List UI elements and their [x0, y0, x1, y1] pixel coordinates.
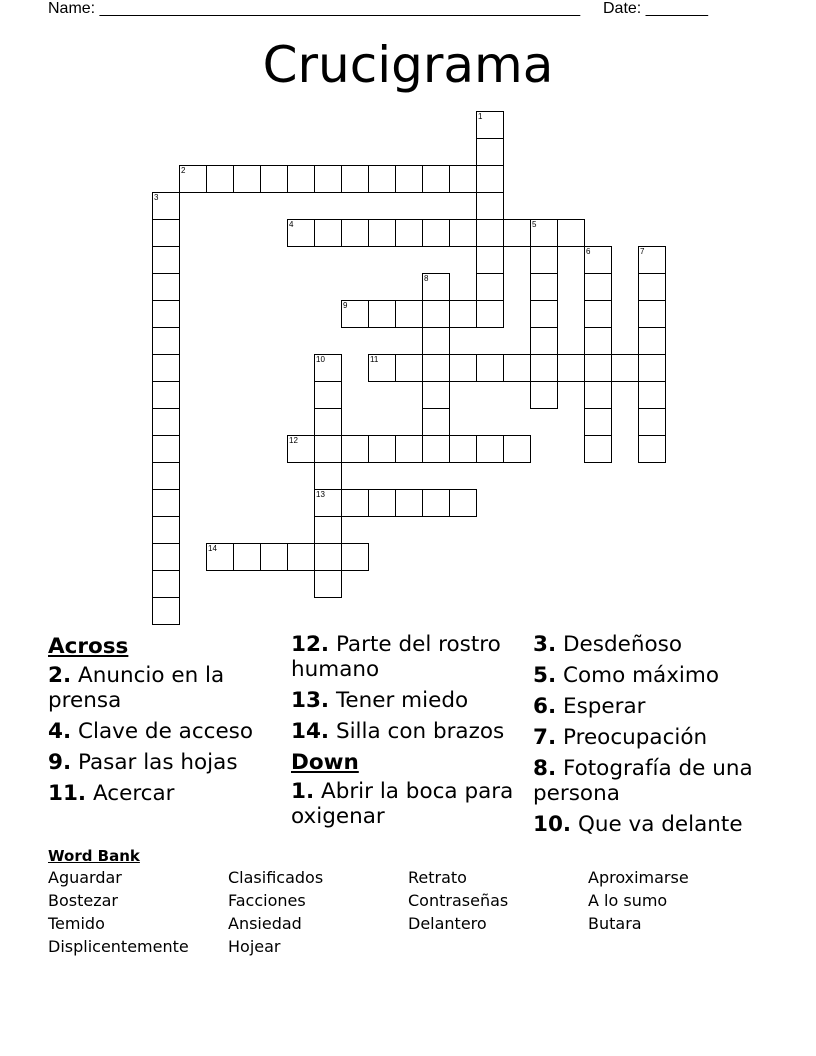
grid-cell-number: 4 [289, 220, 294, 229]
grid-cell-number: 2 [181, 166, 186, 175]
grid-cell[interactable] [585, 355, 612, 382]
grid-cell[interactable] [558, 355, 585, 382]
grid-cell-number: 13 [316, 490, 325, 499]
name-blank: ______________________________________________________ [99, 0, 581, 17]
grid-cell[interactable] [261, 166, 288, 193]
grid-cell[interactable] [369, 490, 396, 517]
grid-cell[interactable] [477, 274, 504, 301]
grid-cell[interactable] [450, 436, 477, 463]
grid-cell[interactable] [639, 328, 666, 355]
grid-cell[interactable] [396, 301, 423, 328]
grid-cell[interactable] [315, 463, 342, 490]
grid-cell[interactable] [477, 166, 504, 193]
grid-cell[interactable] [585, 328, 612, 355]
grid-cell[interactable] [369, 301, 396, 328]
grid-cell[interactable] [585, 382, 612, 409]
grid-cell[interactable] [558, 220, 585, 247]
clues-column-1 [48, 630, 280, 812]
word-bank-item: Butara [588, 914, 642, 933]
name-label: Name: [48, 0, 96, 17]
word-bank-item: Displicentemente [48, 937, 189, 956]
clue-down-5: 5. Como máximo [533, 663, 719, 688]
grid-cell[interactable] [234, 166, 261, 193]
page-title: Crucigrama [262, 36, 554, 94]
word-bank-item: Clasificados [228, 868, 324, 887]
word-bank-item: Bostezar [48, 891, 118, 910]
grid-cell[interactable] [288, 166, 315, 193]
word-bank-item: Aguardar [48, 868, 122, 887]
grid-cell[interactable] [585, 436, 612, 463]
grid-cell[interactable] [450, 166, 477, 193]
grid-cell[interactable] [315, 166, 342, 193]
word-bank-list [48, 868, 768, 957]
grid-cell[interactable] [288, 544, 315, 571]
clue-down-3: 3. Desdeñoso [533, 632, 682, 657]
grid-cell[interactable] [585, 301, 612, 328]
grid-cell[interactable] [153, 409, 180, 436]
clues-column-3 [533, 630, 768, 843]
word-bank-item: Temido [48, 914, 105, 933]
grid-cell[interactable] [315, 571, 342, 598]
grid-cell[interactable] [639, 409, 666, 436]
grid-cell[interactable] [315, 544, 342, 571]
grid-cell[interactable] [423, 328, 450, 355]
clue-across-14: 14. Silla con brazos [291, 719, 505, 744]
clue-down-6: 6. Esperar [533, 694, 646, 719]
grid-cell[interactable] [639, 355, 666, 382]
grid-cell[interactable] [153, 544, 180, 571]
grid-cell[interactable] [315, 409, 342, 436]
word-bank-item: Aproximarse [588, 868, 689, 887]
across-heading: Across [48, 634, 129, 659]
grid-cell[interactable] [153, 301, 180, 328]
grid-cell[interactable] [504, 355, 531, 382]
grid-cell[interactable] [261, 544, 288, 571]
grid-cell[interactable] [153, 220, 180, 247]
grid-cell[interactable] [450, 355, 477, 382]
grid-cell[interactable] [396, 355, 423, 382]
grid-cell-number: 1 [478, 112, 483, 121]
word-bank-title: Word Bank [48, 847, 140, 865]
clue-down-8: 8. Fotografía de una persona [533, 756, 753, 806]
clue-across-11: 11. Acercar [48, 781, 175, 806]
grid-cell-number: 9 [343, 301, 348, 310]
grid-cell[interactable] [612, 355, 639, 382]
grid-cell[interactable] [477, 139, 504, 166]
grid-cell[interactable] [423, 436, 450, 463]
grid-cell[interactable] [477, 436, 504, 463]
grid-cell[interactable] [396, 436, 423, 463]
grid-cell[interactable] [342, 490, 369, 517]
grid-cell[interactable] [531, 355, 558, 382]
clues-column-2 [291, 630, 526, 835]
grid-cell[interactable] [531, 274, 558, 301]
grid-cell-number: 11 [370, 355, 379, 364]
grid-cell[interactable] [342, 166, 369, 193]
grid-cell[interactable] [153, 436, 180, 463]
grid-cell[interactable] [639, 274, 666, 301]
grid-cell[interactable] [342, 544, 369, 571]
down-heading: Down [291, 750, 359, 775]
date-blank: _______ [645, 0, 708, 17]
grid-cell[interactable] [396, 166, 423, 193]
grid-cell[interactable] [396, 220, 423, 247]
grid-cell[interactable] [531, 382, 558, 409]
clue-across-4: 4. Clave de acceso [48, 719, 254, 744]
grid-cell[interactable] [423, 490, 450, 517]
grid-cell[interactable] [153, 247, 180, 274]
word-bank [48, 846, 768, 957]
grid-cell[interactable] [423, 382, 450, 409]
grid-cell[interactable] [315, 517, 342, 544]
grid-cell[interactable] [315, 220, 342, 247]
grid-cell[interactable] [369, 220, 396, 247]
word-bank-item: A lo sumo [588, 891, 668, 910]
clue-across-9: 9. Pasar las hojas [48, 750, 238, 775]
grid-cell[interactable] [531, 247, 558, 274]
grid-cell[interactable] [315, 436, 342, 463]
word-bank-item: Hojear [228, 937, 281, 956]
grid-cell[interactable] [531, 301, 558, 328]
grid-cell[interactable] [423, 220, 450, 247]
grid-cell[interactable] [639, 301, 666, 328]
grid-cell[interactable] [153, 463, 180, 490]
grid-cell[interactable] [207, 166, 234, 193]
grid-cell-number: 6 [586, 247, 591, 256]
grid-cell[interactable] [396, 490, 423, 517]
grid-cell[interactable] [585, 274, 612, 301]
date-label: Date: [603, 0, 642, 17]
grid-cell[interactable] [153, 328, 180, 355]
grid-cell[interactable] [153, 571, 180, 598]
word-bank-item: Contraseñas [408, 891, 509, 910]
clue-down-10: 10. Que va delante [533, 812, 743, 837]
clue-across-2: 2. Anuncio en la prensa [48, 663, 225, 713]
grid-cell[interactable] [477, 355, 504, 382]
grid-cell[interactable] [153, 382, 180, 409]
grid-cell[interactable] [639, 436, 666, 463]
clue-down-1: 1. Abrir la boca para oxigenar [291, 779, 514, 829]
grid-cell[interactable] [477, 193, 504, 220]
grid-cell[interactable] [153, 274, 180, 301]
grid-cell[interactable] [450, 220, 477, 247]
grid-cell-number: 5 [532, 220, 537, 229]
grid-cell[interactable] [423, 355, 450, 382]
grid-cell[interactable] [477, 247, 504, 274]
grid-cell-number: 10 [316, 355, 325, 364]
grid-cell[interactable] [639, 382, 666, 409]
grid-cell[interactable] [450, 301, 477, 328]
grid-cell[interactable] [153, 517, 180, 544]
grid-cell[interactable] [531, 328, 558, 355]
grid-cell[interactable] [369, 436, 396, 463]
grid-cell-number: 14 [208, 544, 217, 553]
clue-across-12: 12. Parte del rostro humano [291, 632, 501, 682]
grid-cell[interactable] [504, 220, 531, 247]
clue-down-7: 7. Preocupación [533, 725, 708, 750]
grid-cell-number: 3 [154, 193, 159, 202]
grid-cell[interactable] [234, 544, 261, 571]
grid-cell[interactable] [315, 382, 342, 409]
word-bank-item: Delantero [408, 914, 487, 933]
grid-cell[interactable] [423, 301, 450, 328]
grid-cell[interactable] [153, 355, 180, 382]
clue-across-13: 13. Tener miedo [291, 688, 469, 713]
grid-cell-number: 12 [289, 436, 298, 445]
grid-cell[interactable] [585, 409, 612, 436]
grid-cell[interactable] [342, 220, 369, 247]
grid-cell-number: 8 [424, 274, 429, 283]
grid-cell[interactable] [423, 166, 450, 193]
grid-cell[interactable] [477, 301, 504, 328]
grid-cell[interactable] [153, 490, 180, 517]
word-bank-item: Retrato [408, 868, 467, 887]
word-bank-item: Facciones [228, 891, 306, 910]
word-bank-item: Ansiedad [228, 914, 302, 933]
grid-cell[interactable] [423, 409, 450, 436]
grid-cell-number: 7 [640, 247, 645, 256]
grid-cell[interactable] [477, 220, 504, 247]
grid-cell[interactable] [504, 436, 531, 463]
grid-cell[interactable] [450, 490, 477, 517]
grid-cell[interactable] [153, 598, 180, 625]
grid-cell[interactable] [369, 166, 396, 193]
grid-cell[interactable] [342, 436, 369, 463]
